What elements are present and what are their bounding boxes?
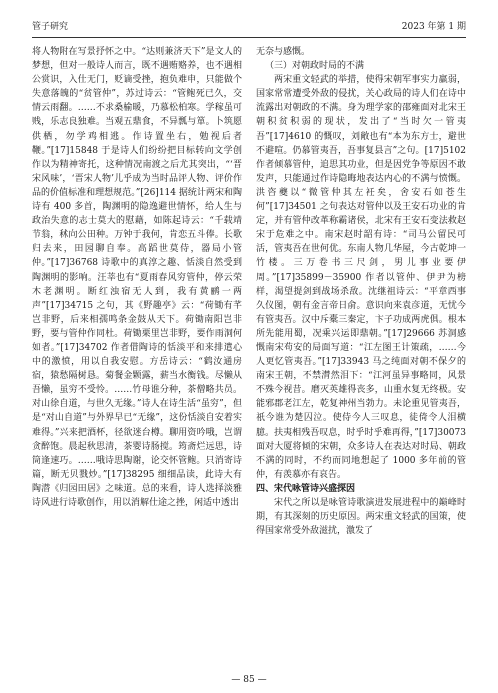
subsection-heading: （三）对朝政时局的不满: [265, 61, 365, 72]
paragraph: 将人物附在写景抒怀之中。“达则兼济天下”是文人的梦想，但对一般诗人而言，既不遇贿赂养，也不遇相公赏识，入仕无门，贬谪受挫，抱负难申，只能做个失意落魄的“贫管仲”，苏过诗云：“管鲍死已久，交情云雨翻。……不求桑榆暖，乃慕松柏寒。学稼虽可贱，乐志良独难。当观五鼎食，不异瓢与箪。卜筑愿供栖，勿学鸡相逃。作诗置坐右，勉视后者鞭。”[17]15848 于是诗人们纷纷把目标转向文学创作以为精神寄托，这种情况南渡之后尤其突出，“‘晋宋风味’，‘晋宋人物’儿乎成为当时品评人物、评价作品的价值标准和理想规范。”[26]114 据统计两宋和陶诗有 400 多首，陶渊明的隐逸避世情怀，给人生与政治失意的志士莫大的慰藉，如陈起诗云：“千载靖节翁，秫向公田种。万钟于我何，肯恋五斗俸。长歌归去来，田园聊自奉。高蹈世莫侍，器局小管仲。”[17]36768 诗歌中的真淳之趣、恬淡自然受到陶渊明的影响。汪莘也有“夏雨春风穷管仲，停云荣木老渊明。断红浊宿无人到，我有黄鹂一两声”[17]34715 之句，其《野趣亭》云：“荷锄有芊岂非野，后来相孺鸣条金鼓从天下。荷锄南阳岂非野，要与管仲作同杜。荷锄栗里岂非野，要作雨洞何如者。”[17]34702 作者借陶诗的恬淡平和来排遣心中的激愤，用以自我安慰。方岳诗云：“鹤汝通房宿，猿愁隔树恳。菊餐金颗露，薪当水衡钱。尽懒从吾懒，虽穷不受怜。……竹母谁分种，茶僧略共员。对山徐自道，与世久无缘。”诗人在诗生活“虽穷”，但是“对山自道”与外界早已“无缘”，这份恬淡自安着实难得。”兴来把酒杯，径欲迷台樽。聊用资吟哦，岂谓贪醉饱。晨起秋思清，茶婴诗肠搅。筠斋烂远思，诗筒逢速巧。……哦诗思陶谢，论交怀管鲍。只消寄诗篇，断无贝戮炒。”[17]38295 细细品读，此诗大有陶潜《归园田居》之味道。总的来看，诗人选择淡雅诗风进行诗歌创作，用以消解仕途之挫，闲适中透出: [32, 47, 242, 508]
right-column: [256, 45, 466, 670]
header-rule: [32, 37, 466, 38]
page-number: — 85 —: [231, 675, 267, 685]
paragraph: 无奈与感慨。: [256, 47, 311, 57]
left-column: [32, 45, 242, 670]
journal-name: 管子研究: [32, 22, 69, 32]
running-header: [32, 20, 466, 34]
section-heading: 四、宋代咏管诗兴盛探因: [256, 483, 356, 494]
issue-info: 2023 年第 1 期: [401, 22, 466, 32]
paragraph: 宋代之所以是咏管诗歌演进发展进程中的巅峰时期，有其深刻的历史原因。两宋重文轻武的国策，使得国家常受外敌滋扰，激发了: [256, 498, 466, 537]
paragraph: 两宋重文轻武的举措，使得宋朝军事实力羸弱，国家常常遭受外敌的侵扰，关心政局的诗人们在诗中流露出对朝政的不满。身为理学家的邵雍面对北宋王朝积贫积弱的现状，发出了“当时欠一管夷吾”[17]4610 的慨叹，刘敞也有“本为东方士，避世不避喧。仍慕管夷吾，吾事复县言”之句。[17]5102 作者倾慕管仲，追思其功业，但是因党争等原因不敢发声，只能通过作诗隐晦地表达内心的不满与愤慨。洪咨夔以“微管仲其左衽矣，舍安石如苍生何”[17]34501 之句表达对管仲以及王安石功业的肯定，并有管仲改革称霸诸侯，北宋有王安石变法救赵宋于危难之中。南宋赵时韶有诗：“司马公留民可活，管夷吾在世何优。东南人物几华屋，今古乾坤一竹楼。三万卷书三尺剑，男儿事业要伊周。”[17]35899－35900 作者以管仲、伊尹为榜样，渴望提剑到战场杀敌。沈继祖诗云：“平章西事久仪图，朝有金言帝日俞。意识向来袁彦道，无忧今有管夷吾。汉中斥橐三秦定，卞子功成两虎俱。根本所先能用蜀，况乘兴运即鼎朝。”[17]29666 苏洞感慨南宋苟安的局面写道：“江左图王计策疏，……今人更忆管夷吾。”[17]33943 马之纯面对朝不保夕的南宋王朝，不禁潸然泪下：“江河虽异事略同，风景不殊今视昔。磨灭英雄得丧多，山重水复无终极。安能邪郡老江左，乾复神州当勃力。未论重见管夷吾，祇今谁为楚囚泣。使侍今人三叹息，徒倚令人泪横臆。扶夷相残吾叹息，时乎时乎难再得，”[17]30073 面对大厦将倾的宋朝，众多诗人在表达对时局、朝政不满的同时，不约而同地想起了 1000 多年前的管仲，有羡慕亦有哀告。: [256, 75, 466, 480]
